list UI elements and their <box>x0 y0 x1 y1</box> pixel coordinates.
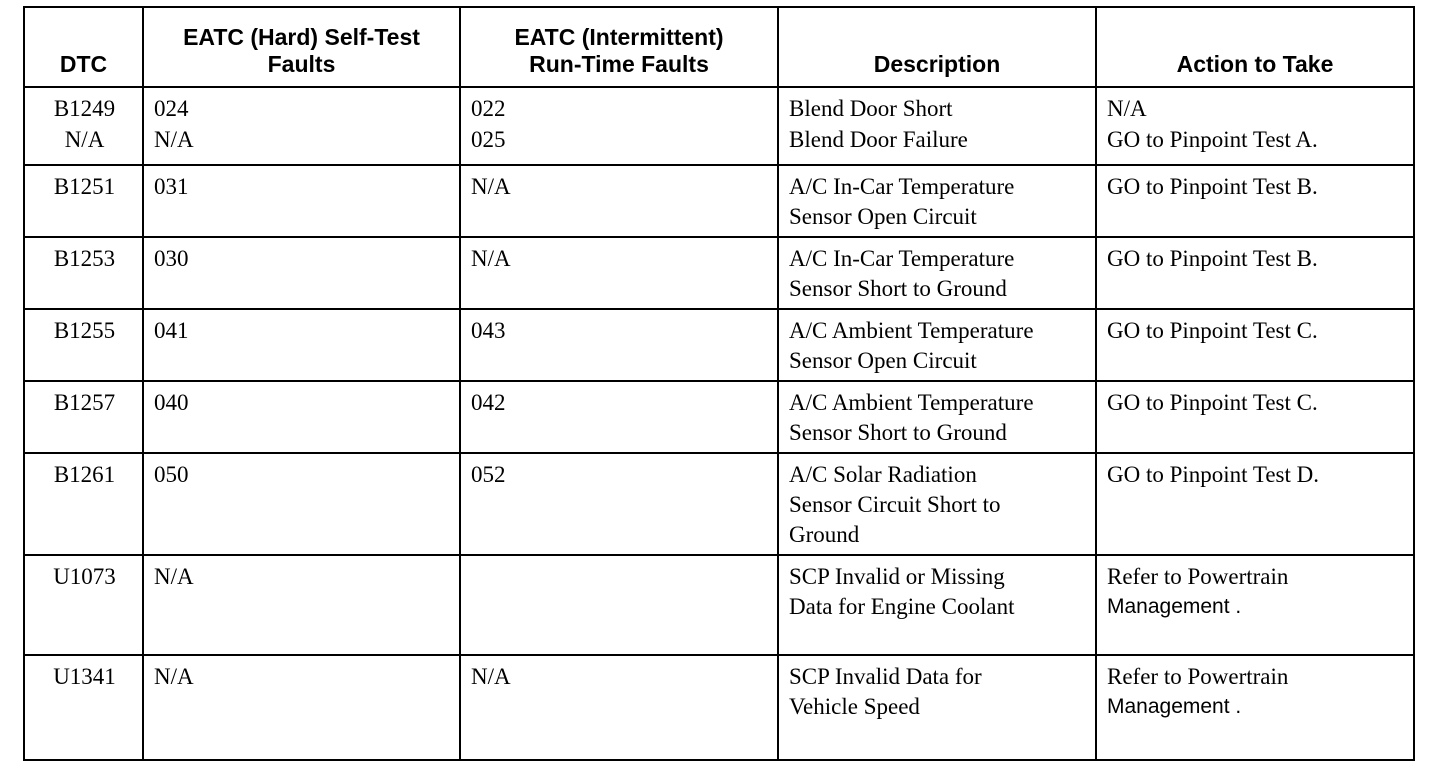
table-row <box>24 237 1414 309</box>
header-action: Action to Take <box>1096 7 1414 87</box>
description-cell: SCP Invalid Data for Vehicle Speed <box>778 655 1096 760</box>
description-cell: Blend Door Short <box>778 87 1096 125</box>
action-cell: Refer to Powertrain Management . <box>1096 555 1414 655</box>
dtc-cell: B1257 <box>24 381 143 453</box>
header-hard-faults: EATC (Hard) Self-Test Faults <box>143 7 460 87</box>
hard-fault-cell: 024 <box>143 87 460 125</box>
dtc-cell: B1251 <box>24 165 143 237</box>
action-cell: Refer to Powertrain Management . <box>1096 655 1414 760</box>
hard-fault-cell: 050 <box>143 453 460 555</box>
action-cell: GO to Pinpoint Test B. <box>1096 165 1414 237</box>
action-cell: GO to Pinpoint Test C. <box>1096 381 1414 453</box>
hard-fault-cell: N/A <box>143 655 460 760</box>
dtc-cell: B1253 <box>24 237 143 309</box>
action-cell: GO to Pinpoint Test A. <box>1096 125 1414 165</box>
action-cell: GO to Pinpoint Test B. <box>1096 237 1414 309</box>
table-row <box>24 87 1414 125</box>
hard-fault-cell: 031 <box>143 165 460 237</box>
table-row <box>24 125 1414 165</box>
table-row <box>24 453 1414 555</box>
table-row <box>24 381 1414 453</box>
description-cell: SCP Invalid or Missing Data for Engine Coolant <box>778 555 1096 655</box>
header-description: Description <box>778 7 1096 87</box>
dtc-cell: U1341 <box>24 655 143 760</box>
intermittent-fault-cell: 025 <box>460 125 778 165</box>
dtc-table <box>23 6 1415 761</box>
dtc-cell: B1255 <box>24 309 143 381</box>
intermittent-fault-cell: N/A <box>460 165 778 237</box>
header-row <box>24 7 1414 87</box>
description-cell: A/C In-Car Temperature Sensor Open Circuit <box>778 165 1096 237</box>
header-dtc: DTC <box>24 7 143 87</box>
intermittent-fault-cell: 042 <box>460 381 778 453</box>
description-cell: A/C In-Car Temperature Sensor Short to Ground <box>778 237 1096 309</box>
action-cell: GO to Pinpoint Test D. <box>1096 453 1414 555</box>
table-row <box>24 309 1414 381</box>
hard-fault-cell: N/A <box>143 125 460 165</box>
dtc-cell: B1249 <box>24 87 143 125</box>
hard-fault-cell: N/A <box>143 555 460 655</box>
intermittent-fault-cell: 052 <box>460 453 778 555</box>
description-cell: A/C Ambient Temperature Sensor Open Circuit <box>778 309 1096 381</box>
hard-fault-cell: 030 <box>143 237 460 309</box>
intermittent-fault-cell: 043 <box>460 309 778 381</box>
header-intermittent-faults: EATC (Intermittent) Run-Time Faults <box>460 7 778 87</box>
hard-fault-cell: 040 <box>143 381 460 453</box>
dtc-cell: B1261 <box>24 453 143 555</box>
intermittent-fault-cell <box>460 555 778 655</box>
action-cell: GO to Pinpoint Test C. <box>1096 309 1414 381</box>
intermittent-fault-cell: 022 <box>460 87 778 125</box>
dtc-cell: U1073 <box>24 555 143 655</box>
intermittent-fault-cell: N/A <box>460 237 778 309</box>
hard-fault-cell: 041 <box>143 309 460 381</box>
dtc-cell: N/A <box>24 125 143 165</box>
description-cell: A/C Ambient Temperature Sensor Short to Ground <box>778 381 1096 453</box>
description-cell: A/C Solar Radiation Sensor Circuit Short to Ground <box>778 453 1096 555</box>
intermittent-fault-cell: N/A <box>460 655 778 760</box>
table-row <box>24 555 1414 655</box>
description-cell: Blend Door Failure <box>778 125 1096 165</box>
table-row <box>24 165 1414 237</box>
action-cell: N/A <box>1096 87 1414 125</box>
table-row <box>24 655 1414 760</box>
